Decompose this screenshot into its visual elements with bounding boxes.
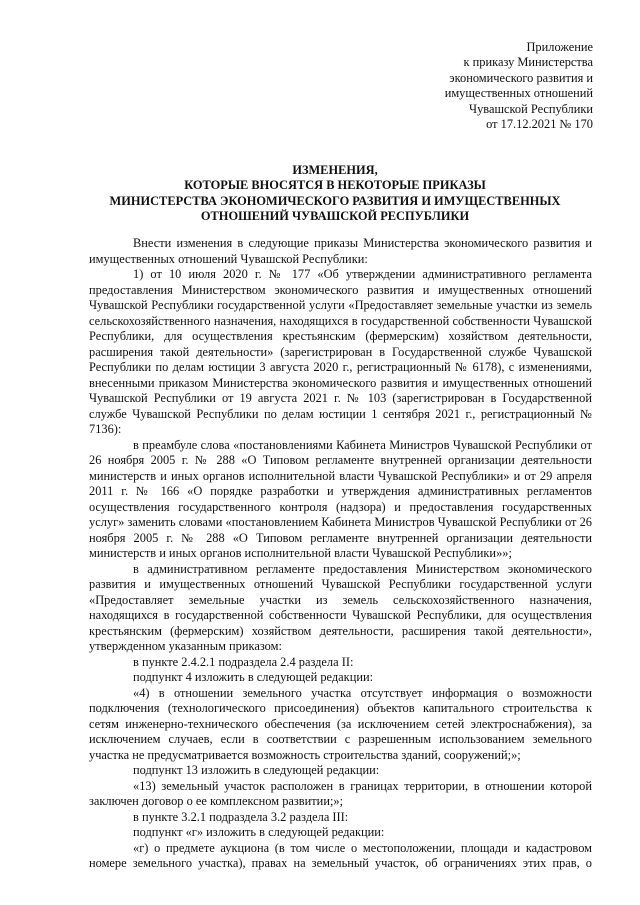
appendix-line: к приказу Министерства — [463, 55, 593, 70]
paragraph: подпункт 4 изложить в следующей редакции: — [133, 670, 374, 684]
paragraph: в пункте 2.4.2.1 подраздела 2.4 раздела II: — [133, 654, 354, 669]
paragraph: Внести изменения в следующие приказы Министерства экономического развития и имущественных отношений Чувашской Республики: — [89, 236, 592, 266]
title-line: МИНИСТЕРСТВА ЭКОНОМИЧЕСКОГО РАЗВИТИЯ И ИМУЩЕСТВЕННЫХ — [109, 193, 561, 208]
paragraph: в преамбуле слова «постановлениями Кабинета Министров Чувашской Республики от 26 ноября 2005 г. № 288 «О Типовом регламенте внутренней организации деятельности министерств и иных органов исполнительной власти Чувашской Республики» и от 29 апреля 2011 г. № 166 «О порядке разработки и утверждения административных регламентов осуществления государственного контроля (надзора) и предоставления государственных услуг» заменить словами «постановлением Кабинета Министров Чувашской Республики от 26 ноября 2005 г. № 288 «О Типовом регламенте внутренней организации деятельности министерств и иных органов исполнительной власти Чувашской Республики»»; — [89, 437, 592, 560]
appendix-line: Приложение — [526, 40, 593, 54]
appendix-line: от 17.12.2021 № 170 — [486, 117, 593, 132]
paragraph: в пункте 3.2.1 подраздела 3.2 раздела III: — [133, 809, 349, 824]
appendix-line: имущественных отношений — [444, 86, 593, 101]
appendix-line: экономического развития и — [449, 70, 593, 85]
appendix-header — [445, 40, 593, 132]
paragraph: «4) в отношении земельного участка отсутствует информация о возможности подключения (технологического присоединения) объектов капитального строительства к сетям инженерно-технического обеспечения (за исключением сетей электроснабжения), за исключением случаев, если в соответствии с разрешенным использованием земельного участка не предусматривается возможность строительства зданий, сооружений;»; — [89, 685, 592, 762]
paragraph: подпункт 13 изложить в следующей редакции: — [133, 763, 380, 777]
paragraph: «г) о предмете аукциона (в том числе о местоположении, площади и кадастровом номере земельного участка), правах на земельный участок, об ограничениях этих прав, о — [89, 840, 592, 870]
paragraph: в административном регламенте предоставления Министерством экономического развития и имущественных отношений Чувашской Республики государственной услуги «Предоставляет земельные участки из земель сельскохозяйственного назначения, находящихся в государственной собственности Чувашской Республики, для осуществления крестьянским (фермерским) хозяйством деятельности, расширения такой деятельности», утвержденном указанным приказом: — [89, 561, 592, 653]
title-line: ИЗМЕНЕНИЯ, — [292, 163, 378, 177]
paragraph: 1) от 10 июля 2020 г. № 177 «Об утверждении административного регламента предоставления Министерством экономического развития и имущественных отношений Чувашской Республики государственной услуги «Предоставляет земельные участки из земель сельскохозяйственного назначения, находящихся в государственной собственности Чувашской Республики, для осуществления крестьянским (фермерским) хозяйством деятельности, расширения такой деятельности» (зарегистрирован в Государственной службе Чувашской Республики по делам юстиции 3 августа 2020 г., регистрационный № 6178), с изменениями, внесенными приказом Министерства экономического развития и имущественных отношений Чувашской Республики от 19 августа 2021 г. № 103 (зарегистрирован в Государственной службе Чувашской Республики по делам юстиции 1 сентября 2021 г., регистрационный № 7136): — [89, 267, 592, 436]
paragraph: «13) земельный участок расположен в границах территории, в отношении которой заключен договор о ее комплексном развитии;»; — [89, 778, 592, 808]
document-title — [90, 163, 580, 225]
paragraph: подпункт «г» изложить в следующей редакции: — [133, 825, 385, 839]
title-line: ОТНОШЕНИЙ ЧУВАШСКОЙ РЕСПУБЛИКИ — [200, 209, 470, 224]
document-body — [89, 236, 592, 872]
appendix-line: Чувашской Республики — [469, 101, 593, 116]
title-line: КОТОРЫЕ ВНОСЯТСЯ В НЕКОТОРЫЕ ПРИКАЗЫ — [184, 178, 486, 193]
